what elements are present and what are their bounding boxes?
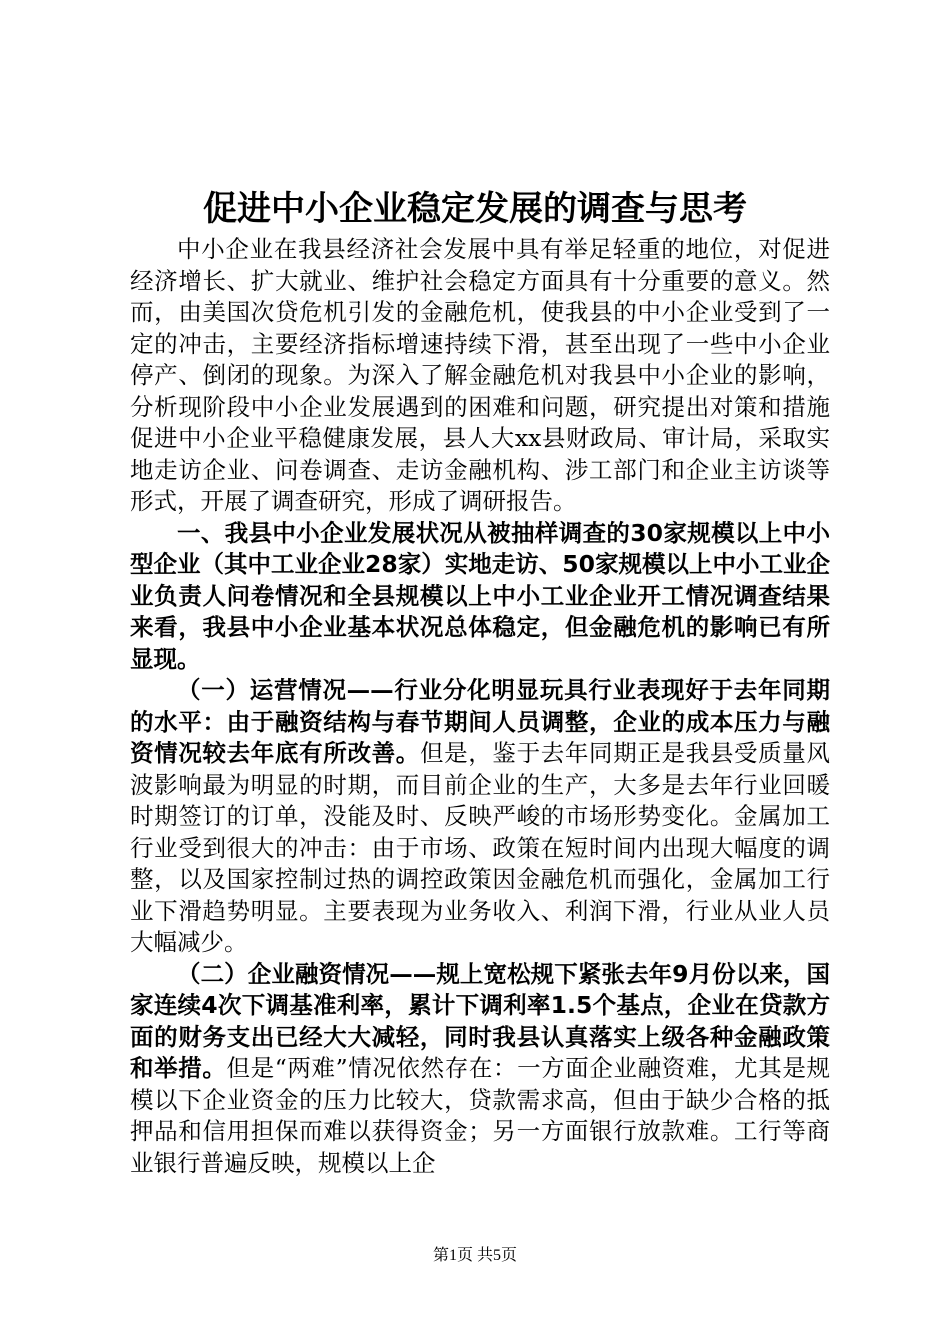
financing-lead: （二）企业融资情况——规上宽松规下紧张去年9月份以来，国家连续4次下调基准利率，累计下调利率1.5个基点，企业在贷款方面的财务支出已经大大减轻，同时我县认真落实上级各种金融政策和举措。 — [130, 959, 830, 1082]
intro-paragraph: 中小企业在我县经济社会发展中具有举足轻重的地位，对促进经济增长、扩大就业、维护社会稳定方面具有十分重要的意义。然而，由美国次贷危机引发的金融危机，使我县的中小企业受到了一定的冲击，主要经济指标增速持续下滑，甚至出现了一些中小企业停产、倒闭的现象。为深入了解金融危机对我县中小企业的影响，分析现阶段中小企业发展遇到的困难和问题，研究提出对策和措施促进中小企业平稳健康发展，县人大xx县财政局、审计局，采取实地走访企业、问卷调查、走访金融机构、涉工部门和企业主访谈等形式，开展了调查研究，形成了调研报告。 — [130, 235, 830, 515]
document-body — [130, 234, 830, 1179]
operations-paragraph — [130, 675, 830, 959]
financing-text: 但是“两难”情况依然存在：一方面企业融资难，尤其是规模以下企业资金的压力比较大，贷款需求高，但由于缺少合格的抵押品和信用担保而难以获得资金；另一方面银行放款难。工行等商业银行普遍反映，规模以上企 — [130, 1054, 831, 1177]
section-heading-paragraph: 一、我县中小企业发展状况从被抽样调查的30家规模以上中小型企业（其中工业企业28家）实地走访、50家规模以上中小工业企业负责人问卷情况和全县规模以上中小工业企业开工情况调查结果来看，我县中小企业基本状况总体稳定，但金融危机的影响已有所显现。 — [130, 518, 830, 673]
page-number-footer: 第1页 共5页 — [432, 1247, 517, 1264]
financing-paragraph — [130, 959, 830, 1180]
operations-text: 但是，鉴于去年同期正是我县受质量风波影响最为明显的时期，而目前企业的生产，大多是去年行业回暖时期签订的订单，没能及时、反映严峻的市场形势变化。金属加工行业受到很大的冲击：由于市场、政策在短时间内出现大幅度的调整，以及国家控制过热的调控政策因金融危机而强化，金属加工行业下滑趋势明显。主要表现为业务收入、利润下滑，行业从业人员大幅减少。 — [130, 739, 831, 956]
operations-lead: （一）运营情况——行业分化明显玩具行业表现好于去年同期的水平：由于融资结构与春节期间人员调整，企业的成本压力与融资情况较去年底有所改善。 — [130, 676, 830, 767]
document-title: 促进中小企业稳定发展的调查与思考 — [203, 189, 747, 229]
